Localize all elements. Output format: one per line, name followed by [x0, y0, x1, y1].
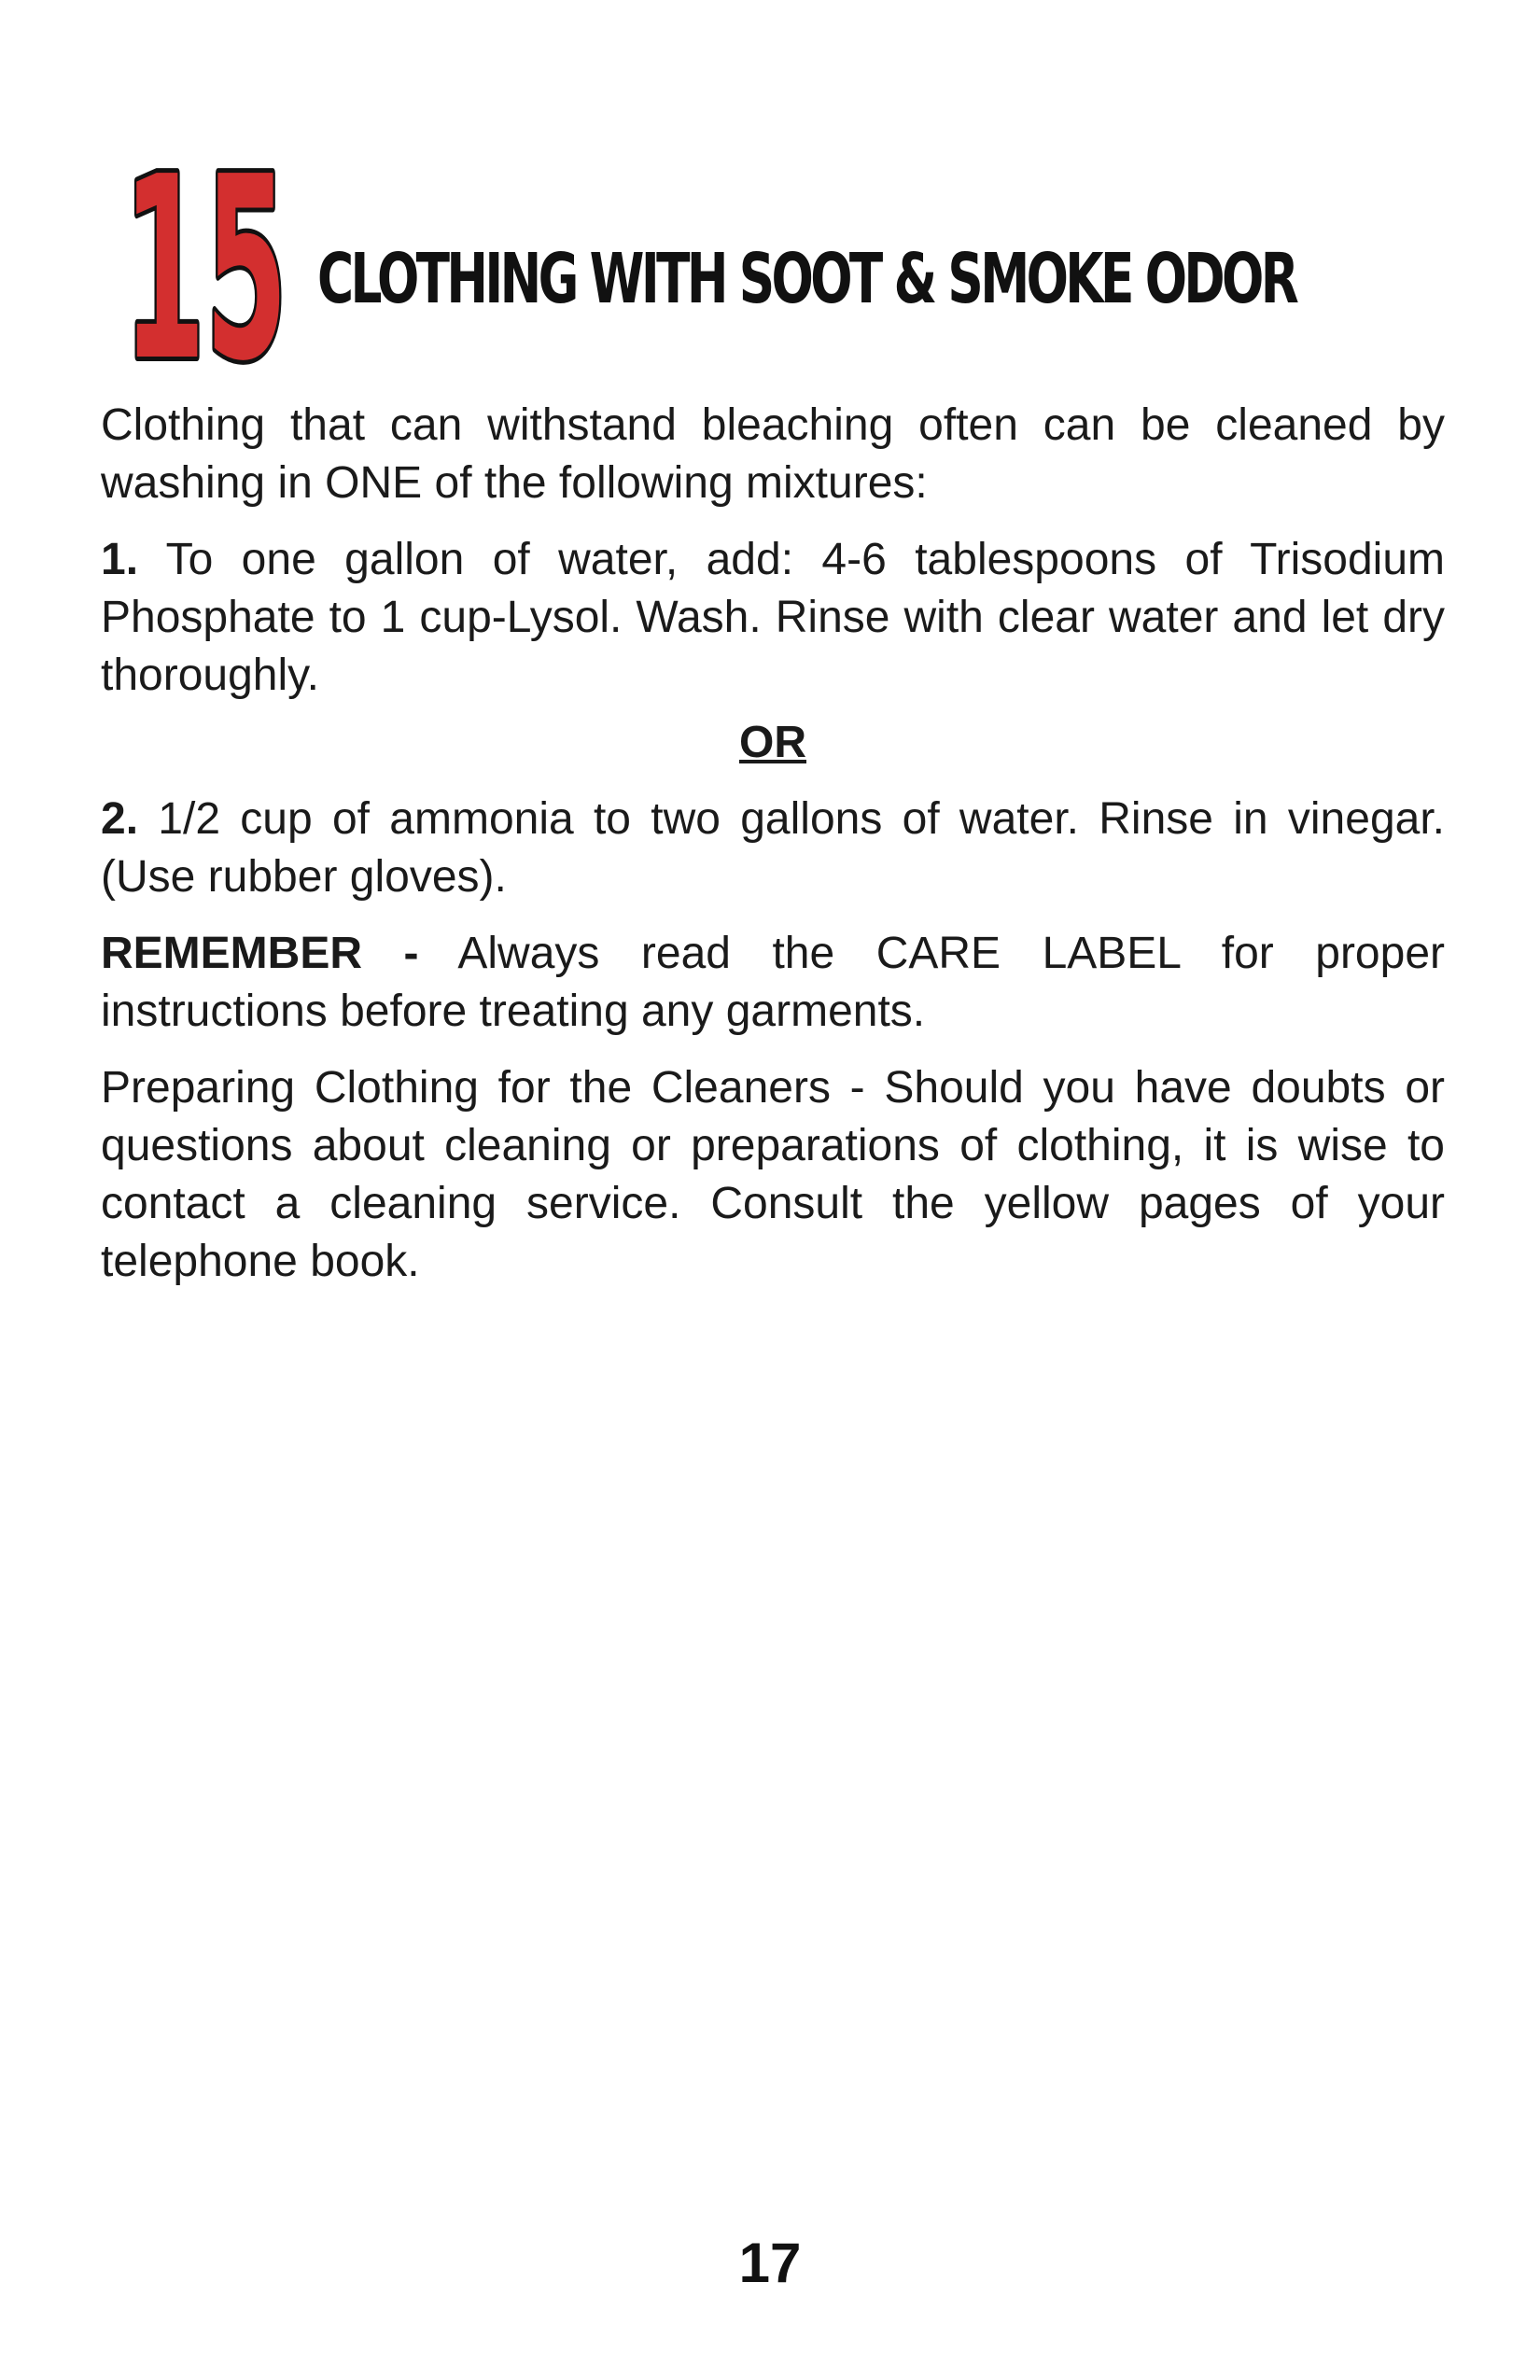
step-2-paragraph: [101, 791, 1445, 906]
chapter-number-outline: 15: [123, 159, 287, 369]
intro-paragraph: Clothing that can withstand bleaching often can be cleaned by washing in ONE of the following mixtures:: [101, 400, 1445, 508]
step-1-paragraph: [101, 531, 1445, 705]
remember-label: REMEMBER -: [101, 929, 419, 978]
chapter-number-badge: [121, 159, 289, 369]
chapter-number-graphic: [121, 159, 289, 369]
or-separator: OR: [739, 718, 806, 767]
chapter-number-text: 15: [123, 159, 287, 369]
remember-text: Always read the CARE LABEL for proper instructions before treating any garments.: [101, 929, 1445, 1036]
page-number: 17: [738, 2232, 802, 2294]
preparing-paragraph: Preparing Clothing for the Cleaners - Should you have doubts or questions about cleaning or preparations of clothing, it is wise to contact a cleaning service. Consult the yellow pages of your telephone book.: [101, 1063, 1445, 1286]
chapter-title: CLOTHING WITH SOOT & SMOKE ODOR: [317, 239, 1296, 319]
remember-paragraph: [101, 925, 1445, 1041]
chapter-body: [101, 397, 1445, 1309]
step-1-text: To one gallon of water, add: 4-6 tablespoons of Trisodium Phosphate to 1 cup-Lysol. Wash. Rinse with clear water and let dry thoroughly.: [101, 535, 1445, 700]
step-2-text: 1/2 cup of ammonia to two gallons of water. Rinse in vinegar. (Use rubber gloves).: [101, 794, 1445, 902]
step-1-marker: 1.: [101, 535, 139, 584]
step-2-marker: 2.: [101, 794, 139, 844]
chapter-header: [121, 159, 1428, 373]
